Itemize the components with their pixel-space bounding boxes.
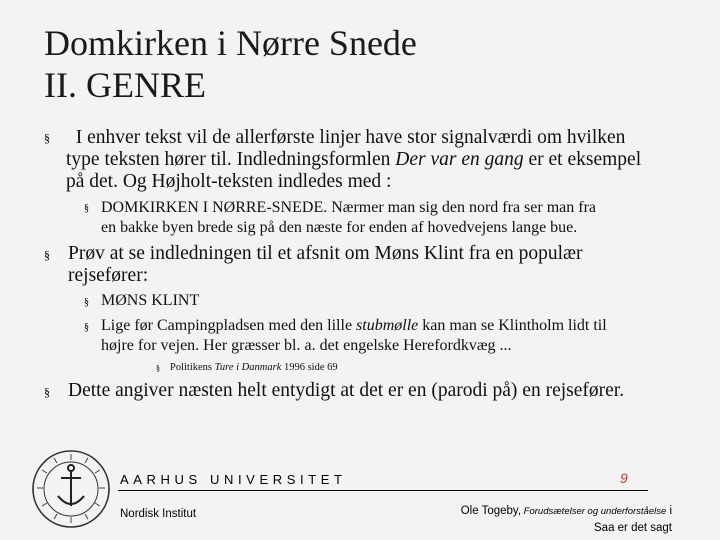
bullet-1-line-2: [66, 149, 641, 171]
university-name: AARHUS UNIVERSITET: [120, 472, 347, 487]
institute-name: Nordisk Institut: [120, 508, 197, 520]
bullet-marker: §: [44, 131, 50, 145]
bullet-2-2-line-1-emphasis: stubmølle: [356, 317, 419, 334]
footer-divider: [118, 490, 648, 491]
source-citation-pre: Politikens: [170, 362, 215, 373]
slide-title: [44, 22, 417, 106]
author-name: Ole Togeby,: [460, 505, 522, 517]
bullet-1-line-3: på det. Og Højholt-teksten indledes med :: [66, 171, 392, 192]
bullet-1-line-2-post: er et eksempel: [523, 149, 642, 170]
footer-author-block: [461, 503, 672, 537]
bullet-2-2-line-1-post: kan man se Klintholm lidt til: [418, 317, 607, 334]
bullet-1-text: [66, 127, 641, 193]
bullet-marker: §: [156, 364, 160, 373]
bullet-2-2-line-1: [101, 316, 607, 336]
bullet-1-1-line-1: DOMKIRKEN I NØRRE-SNEDE. Nærmer man sig den nord fra ser man fra: [101, 199, 597, 216]
bullet-3-text: [68, 380, 624, 402]
footer-author-line-1: [461, 503, 672, 520]
bullet-2-text: [68, 243, 583, 287]
bullet-marker: §: [84, 322, 89, 333]
bullet-2-1-line-1: MØNS KLINT: [101, 292, 200, 309]
bullet-1-line-2-emphasis: Der var en gang: [395, 149, 524, 170]
bullet-2-2-text: [101, 316, 607, 356]
bullet-marker: §: [44, 248, 50, 262]
bullet-marker: §: [84, 203, 89, 214]
bullet-1-line-2-pre: type teksten hører til. Indledningsformlen: [66, 149, 396, 170]
page-number: 9: [620, 470, 628, 486]
presentation-subtitle: Forudsætelser og underforståelse: [521, 506, 667, 517]
university-seal-logo: [30, 448, 112, 530]
source-citation: [170, 361, 338, 374]
footer-author-line-2: Saa er det sagt: [594, 522, 672, 534]
source-citation-post: 1996 side 69: [281, 362, 338, 373]
bullet-1-line-1: I enhver tekst vil de allerførste linjer have stor signalværdi om hvilken: [66, 127, 626, 148]
bullet-marker: §: [84, 297, 89, 308]
presentation-subtitle-end: i: [666, 505, 672, 517]
bullet-2-1-text: [101, 291, 199, 311]
bullet-1-1-text: [101, 198, 596, 238]
title-line-2: II. GENRE: [44, 65, 206, 105]
bullet-marker: §: [44, 385, 50, 399]
bullet-2-line-1: Prøv at se indledningen til et afsnit om Møns Klint fra en populær: [68, 243, 583, 264]
bullet-2-line-2: rejsefører:: [68, 265, 149, 286]
bullet-2-2-line-1-pre: Lige før Campingpladsen med den lille: [101, 317, 357, 334]
bullet-2-2-1-text: [170, 361, 338, 374]
bullet-2-2-line-2: højre for vejen. Her græsser bl. a. det engelske Herefordkvæg ...: [101, 337, 512, 354]
bullet-3-line-1: Dette angiver næsten helt entydigt at det er en (parodi på) en rejsefører.: [68, 380, 625, 401]
bullet-1-1-line-2: en bakke byen brede sig på den næste for enden af hovedvejens lange bue.: [101, 219, 578, 236]
title-line-1: Domkirken i Nørre Snede: [44, 23, 417, 63]
source-citation-title: Ture i Danmark: [214, 362, 282, 373]
